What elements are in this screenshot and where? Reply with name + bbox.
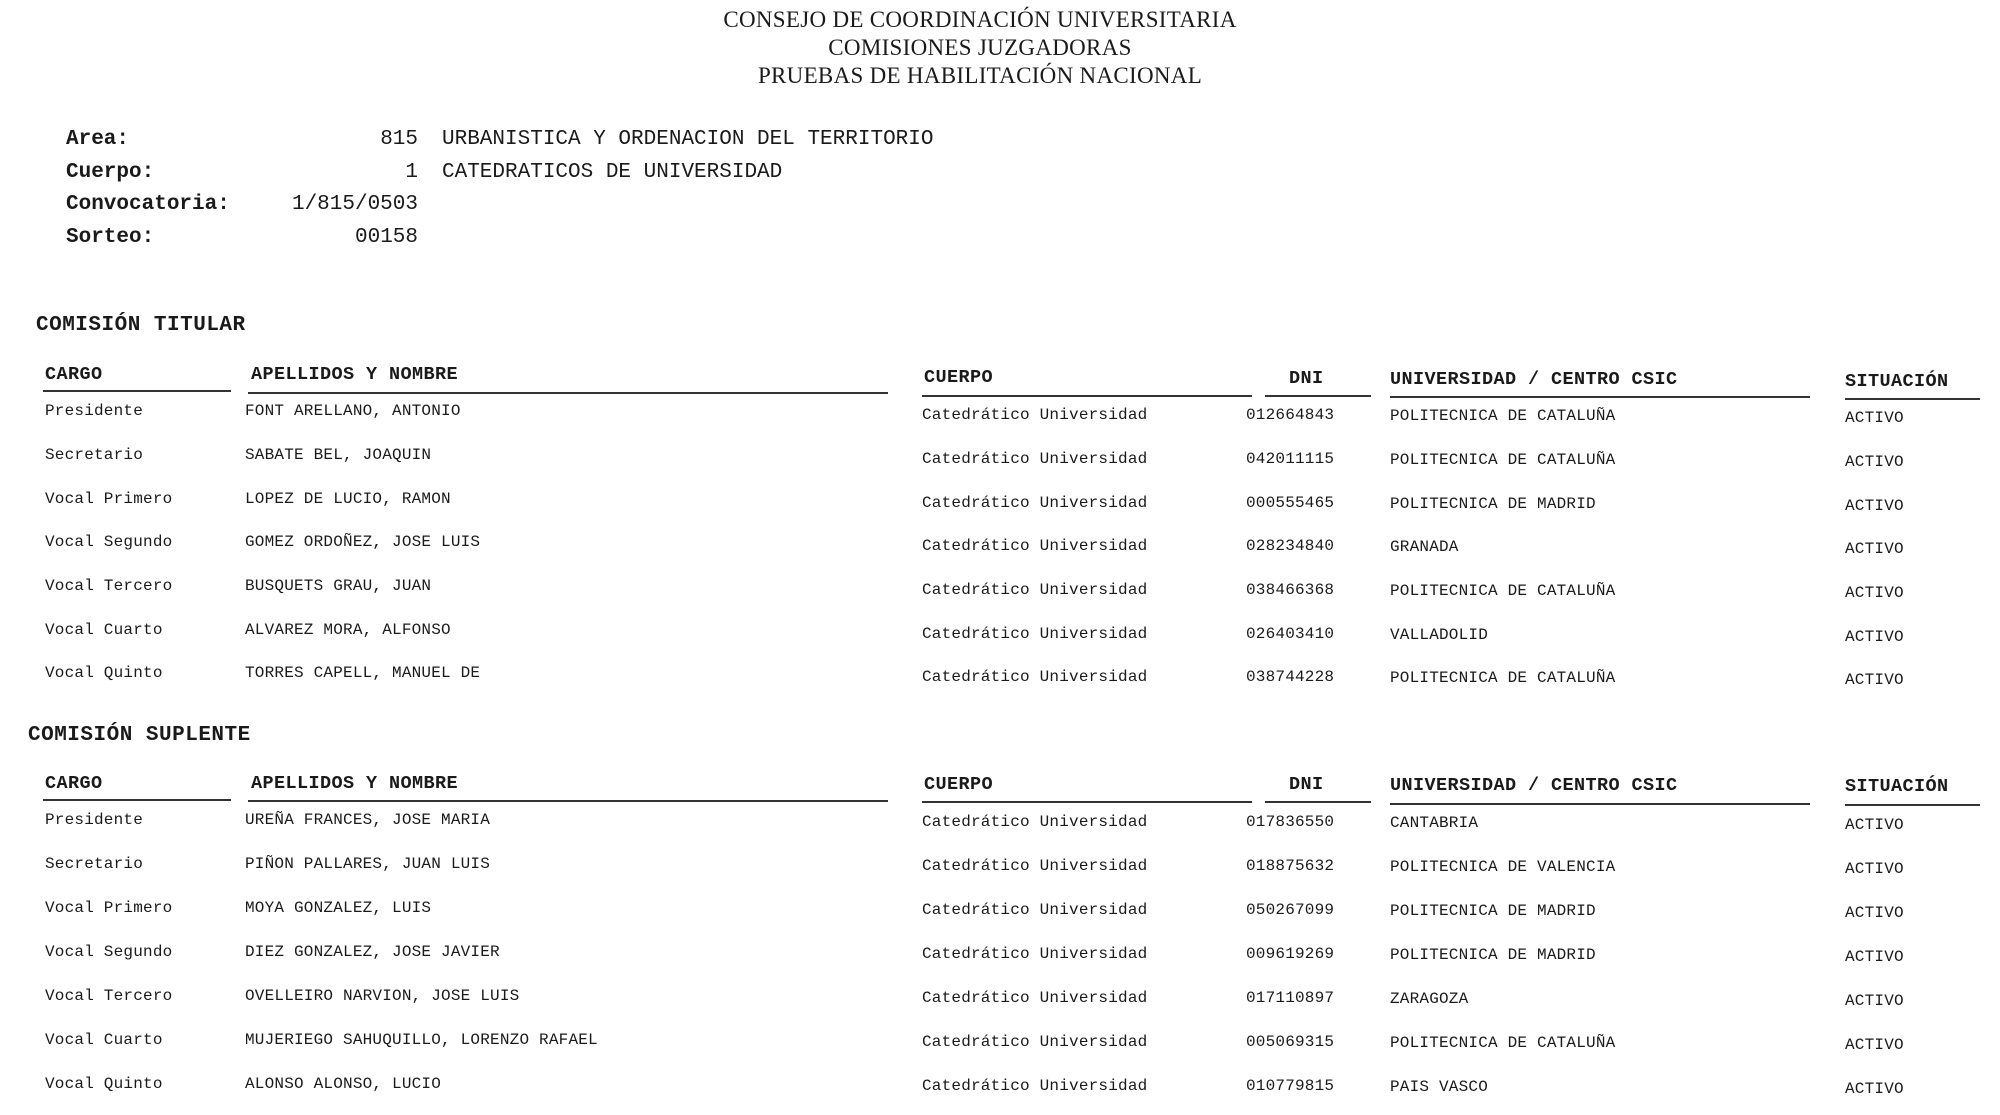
- col-rule-situacion: [1845, 804, 1980, 806]
- meta-area-desc: URBANISTICA Y ORDENACION DEL TERRITORIO: [442, 128, 934, 151]
- col-header-situacion: SITUACIÓN: [1845, 371, 1949, 392]
- meta-convocatoria-value: 1/815/0503: [291, 193, 418, 216]
- meta-cuerpo-label: Cuerpo:: [66, 161, 155, 184]
- cell-universidad: CANTABRIA: [1390, 814, 1479, 832]
- cell-cuerpo: Catedrático Universidad: [922, 581, 1148, 599]
- cell-cargo: Presidente: [45, 811, 144, 829]
- section-title-suplente: COMISIÓN SUPLENTE: [28, 724, 251, 747]
- cell-cuerpo: Catedrático Universidad: [922, 537, 1148, 555]
- cell-cargo: Secretario: [45, 446, 144, 464]
- cell-universidad: POLITECNICA DE MADRID: [1390, 902, 1596, 920]
- cell-cargo: Vocal Primero: [45, 899, 173, 917]
- cell-universidad: PAIS VASCO: [1390, 1078, 1489, 1096]
- meta-sorteo-label: Sorteo:: [66, 226, 155, 249]
- table-row: [0, 899, 2000, 939]
- cell-nombre: MUJERIEGO SAHUQUILLO, LORENZO RAFAEL: [245, 1031, 598, 1049]
- cell-universidad: GRANADA: [1390, 538, 1459, 556]
- meta-sorteo: [66, 226, 418, 258]
- cell-universidad: POLITECNICA DE MADRID: [1390, 495, 1596, 513]
- cell-cargo: Vocal Primero: [45, 490, 173, 508]
- cell-cuerpo: Catedrático Universidad: [922, 494, 1148, 512]
- col-header-cuerpo: CUERPO: [924, 367, 994, 388]
- cell-cuerpo: Catedrático Universidad: [922, 857, 1148, 875]
- table-row: [0, 621, 2000, 661]
- cell-universidad: ZARAGOZA: [1390, 990, 1469, 1008]
- meta-convocatoria: [66, 193, 418, 225]
- cell-cuerpo: Catedrático Universidad: [922, 625, 1148, 643]
- section-title-titular: COMISIÓN TITULAR: [36, 314, 246, 337]
- col-rule-cargo: [43, 390, 231, 392]
- cell-cuerpo: Catedrático Universidad: [922, 1077, 1148, 1095]
- cell-universidad: POLITECNICA DE CATALUÑA: [1390, 582, 1616, 600]
- col-header-cargo: CARGO: [45, 773, 103, 794]
- cell-dni: 038466368: [1246, 581, 1335, 599]
- cell-dni: 009619269: [1246, 945, 1335, 963]
- cell-cargo: Vocal Segundo: [45, 533, 173, 551]
- cell-cargo: Vocal Quinto: [45, 664, 163, 682]
- cell-cargo: Presidente: [45, 402, 144, 420]
- table-row: [0, 1075, 2000, 1115]
- cell-dni: 005069315: [1246, 1033, 1335, 1051]
- col-header-dni: DNI: [1289, 368, 1324, 389]
- cell-nombre: TORRES CAPELL, MANUEL DE: [245, 664, 481, 682]
- meta-cuerpo-desc: CATEDRATICOS DE UNIVERSIDAD: [442, 161, 783, 184]
- col-rule-cuerpo: [922, 395, 1252, 397]
- cell-situacion: ACTIVO: [1845, 540, 1904, 558]
- table-row: [0, 943, 2000, 983]
- table-row: [0, 402, 2000, 442]
- cell-dni: 012664843: [1246, 406, 1335, 424]
- col-rule-nombre: [248, 392, 888, 394]
- cell-nombre: ALONSO ALONSO, LUCIO: [245, 1075, 442, 1093]
- cell-situacion: ACTIVO: [1845, 409, 1904, 427]
- cell-cuerpo: Catedrático Universidad: [922, 945, 1148, 963]
- document-header: [0, 6, 1960, 90]
- cell-dni: 018875632: [1246, 857, 1335, 875]
- cell-nombre: LOPEZ DE LUCIO, RAMON: [245, 490, 451, 508]
- col-header-cuerpo: CUERPO: [924, 774, 994, 795]
- cell-cuerpo: Catedrático Universidad: [922, 901, 1148, 919]
- table-row: [0, 533, 2000, 573]
- cell-universidad: POLITECNICA DE CATALUÑA: [1390, 669, 1616, 687]
- cell-universidad: POLITECNICA DE CATALUÑA: [1390, 451, 1616, 469]
- cell-dni: 042011115: [1246, 450, 1335, 468]
- table-row: [0, 987, 2000, 1027]
- cell-dni: 038744228: [1246, 668, 1335, 686]
- meta-sorteo-value: 00158: [354, 226, 418, 249]
- cell-cargo: Vocal Tercero: [45, 987, 173, 1005]
- cell-nombre: SABATE BEL, JOAQUIN: [245, 446, 432, 464]
- cell-dni: 050267099: [1246, 901, 1335, 919]
- col-rule-nombre: [248, 800, 888, 802]
- cell-situacion: ACTIVO: [1845, 584, 1904, 602]
- table-row: [0, 1031, 2000, 1071]
- cell-nombre: MOYA GONZALEZ, LUIS: [245, 899, 432, 917]
- cell-nombre: DIEZ GONZALEZ, JOSE JAVIER: [245, 943, 500, 961]
- cell-universidad: POLITECNICA DE MADRID: [1390, 946, 1596, 964]
- cell-cargo: Secretario: [45, 855, 144, 873]
- col-rule-situacion: [1845, 398, 1980, 400]
- meta-area-desc-row: [442, 128, 933, 160]
- meta-area: [66, 128, 418, 160]
- cell-universidad: POLITECNICA DE VALENCIA: [1390, 858, 1616, 876]
- meta-convocatoria-label: Convocatoria:: [66, 193, 230, 216]
- cell-dni: 026403410: [1246, 625, 1335, 643]
- header-line-committees: COMISIONES JUZGADORAS: [828, 35, 1132, 60]
- cell-nombre: UREÑA FRANCES, JOSE MARIA: [245, 811, 491, 829]
- cell-situacion: ACTIVO: [1845, 453, 1904, 471]
- cell-cuerpo: Catedrático Universidad: [922, 989, 1148, 1007]
- cell-dni: 017836550: [1246, 813, 1335, 831]
- cell-situacion: ACTIVO: [1845, 628, 1904, 646]
- cell-cuerpo: Catedrático Universidad: [922, 668, 1148, 686]
- cell-cuerpo: Catedrático Universidad: [922, 406, 1148, 424]
- cell-situacion: ACTIVO: [1845, 1080, 1904, 1098]
- header-line-council: CONSEJO DE COORDINACIÓN UNIVERSITARIA: [723, 7, 1237, 32]
- header-line-tests: PRUEBAS DE HABILITACIÓN NACIONAL: [757, 63, 1203, 88]
- cell-situacion: ACTIVO: [1845, 992, 1904, 1010]
- cell-nombre: PIÑON PALLARES, JUAN LUIS: [245, 855, 491, 873]
- cell-dni: 010779815: [1246, 1077, 1335, 1095]
- cell-cargo: Vocal Cuarto: [45, 1031, 163, 1049]
- table-row: [0, 577, 2000, 617]
- cell-situacion: ACTIVO: [1845, 904, 1904, 922]
- cell-dni: 017110897: [1246, 989, 1335, 1007]
- cell-cargo: Vocal Segundo: [45, 943, 173, 961]
- meta-cuerpo: [66, 161, 418, 193]
- cell-dni: 028234840: [1246, 537, 1335, 555]
- meta-cuerpo-desc-row: [442, 161, 782, 193]
- cell-universidad: POLITECNICA DE CATALUÑA: [1390, 407, 1616, 425]
- col-header-situacion: SITUACIÓN: [1845, 776, 1949, 797]
- cell-cuerpo: Catedrático Universidad: [922, 813, 1148, 831]
- table-row: [0, 855, 2000, 895]
- cell-cuerpo: Catedrático Universidad: [922, 1033, 1148, 1051]
- cell-universidad: VALLADOLID: [1390, 626, 1489, 644]
- col-rule-cuerpo: [922, 801, 1252, 803]
- col-rule-universidad: [1390, 803, 1810, 805]
- table-row: [0, 490, 2000, 530]
- col-header-nombre: APELLIDOS Y NOMBRE: [251, 364, 459, 385]
- cell-nombre: OVELLEIRO NARVION, JOSE LUIS: [245, 987, 520, 1005]
- col-rule-dni: [1265, 395, 1371, 397]
- cell-situacion: ACTIVO: [1845, 860, 1904, 878]
- cell-cargo: Vocal Tercero: [45, 577, 173, 595]
- col-header-nombre: APELLIDOS Y NOMBRE: [251, 773, 459, 794]
- cell-nombre: GOMEZ ORDOÑEZ, JOSE LUIS: [245, 533, 481, 551]
- col-rule-dni: [1265, 801, 1371, 803]
- col-header-universidad: UNIVERSIDAD / CENTRO CSIC: [1390, 369, 1678, 390]
- col-rule-cargo: [43, 799, 231, 801]
- cell-nombre: FONT ARELLANO, ANTONIO: [245, 402, 461, 420]
- cell-situacion: ACTIVO: [1845, 816, 1904, 834]
- table-row: [0, 811, 2000, 851]
- cell-situacion: ACTIVO: [1845, 671, 1904, 689]
- cell-situacion: ACTIVO: [1845, 497, 1904, 515]
- table-row: [0, 446, 2000, 486]
- cell-nombre: BUSQUETS GRAU, JUAN: [245, 577, 432, 595]
- cell-cargo: Vocal Cuarto: [45, 621, 163, 639]
- cell-dni: 000555465: [1246, 494, 1335, 512]
- table-row: [0, 664, 2000, 704]
- col-rule-universidad: [1390, 396, 1810, 398]
- meta-area-value: 815: [380, 128, 418, 151]
- cell-situacion: ACTIVO: [1845, 1036, 1904, 1054]
- cell-nombre: ALVAREZ MORA, ALFONSO: [245, 621, 451, 639]
- col-header-dni: DNI: [1289, 774, 1324, 795]
- cell-situacion: ACTIVO: [1845, 948, 1904, 966]
- cell-universidad: POLITECNICA DE CATALUÑA: [1390, 1034, 1616, 1052]
- col-header-cargo: CARGO: [45, 364, 103, 385]
- col-header-universidad: UNIVERSIDAD / CENTRO CSIC: [1390, 775, 1678, 796]
- cell-cuerpo: Catedrático Universidad: [922, 450, 1148, 468]
- meta-area-label: Area:: [66, 128, 130, 151]
- cell-cargo: Vocal Quinto: [45, 1075, 163, 1093]
- meta-cuerpo-value: 1: [405, 161, 418, 184]
